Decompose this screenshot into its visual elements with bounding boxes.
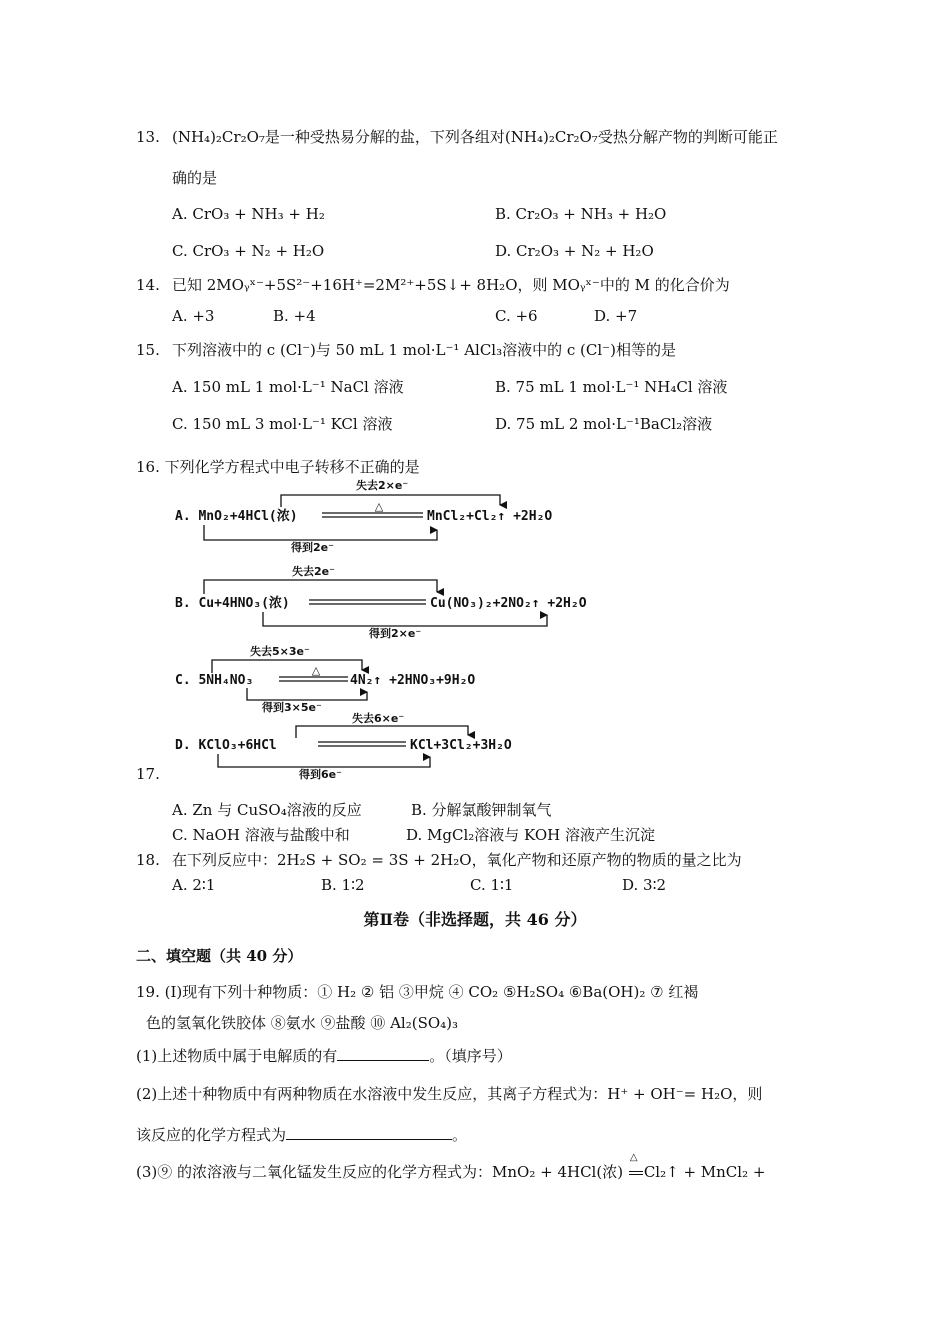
q16-a-reactants: A. MnO₂+4HCl(浓) (175, 509, 298, 524)
q18-option-a: A. 2∶1 (172, 876, 216, 894)
q19-part1-suffix: 。（填序号） (429, 1047, 512, 1065)
q15-stem: 下列溶液中的 c (Cl⁻)与 50 mL 1 mol·L⁻¹ AlCl₃溶液中的 c (Cl⁻)相等的是 (172, 341, 676, 359)
q15-option-d: D. 75 mL 2 mol·L⁻¹BaCl₂溶液 (495, 415, 713, 433)
q14-option-d: D. +7 (594, 307, 638, 325)
q13-number: 13. (136, 128, 160, 146)
q16-option-a (175, 478, 552, 554)
q15-option-a: A. 150 mL 1 mol·L⁻¹ NaCl 溶液 (172, 378, 404, 396)
q17-option-c: C. NaOH 溶液与盐酸中和 (172, 826, 350, 844)
q19-part3-heat-condition: △ (629, 1152, 638, 1163)
q18-option-b: B. 1∶2 (321, 876, 365, 894)
q15-number: 15. (136, 341, 160, 359)
q19-part2-line2 (136, 1125, 467, 1145)
q19-part3-products: Cl₂↑ + MnCl₂ + (643, 1163, 766, 1181)
q14-stem: 已知 2MOᵧˣ⁻+5S²⁻+16H⁺=2M²⁺+5S↓+ 8H₂O，则 MOᵧˣ⁻中的 M 的化合价为 (172, 276, 730, 294)
q13-option-a: A. CrO₃ + NH₃ + H₂ (172, 205, 325, 223)
q18-option-c: C. 1∶1 (470, 876, 514, 894)
q13-option-c: C. CrO₃ + N₂ + H₂O (172, 242, 325, 260)
q19-part3-text: (3)⑨ 的浓溶液与二氧化锰发生反应的化学方程式为：MnO₂ + 4HCl(浓) (136, 1163, 628, 1181)
q19-line2: 色的氢氧化铁胶体 ⑧氨水 ⑨盐酸 ⑩ Al₂(SO₄)₃ (146, 1014, 459, 1032)
q19-part2-suffix: 。 (452, 1126, 468, 1144)
q19-part2-text: 该反应的化学方程式为 (136, 1126, 287, 1144)
q18-option-d: D. 3∶2 (622, 876, 667, 894)
q19-part2-line1: (2)上述十种物质中有两种物质在水溶液中发生反应，其离子方程式为：H⁺ + OH⁻= H₂O，则 (136, 1085, 763, 1103)
q16-a-heat-condition: △ (374, 500, 384, 513)
q16-d-lose-label: 失去6×e⁻ (352, 712, 405, 725)
q14-option-a: A. +3 (172, 307, 215, 325)
q16-d-reactants: D. KClO₃+6HCl (175, 738, 277, 753)
part2-title: 第Ⅱ卷（非选择题，共 46 分） (363, 910, 587, 929)
q16-c-heat-condition: △ (311, 664, 321, 677)
q16-c-products: 4N₂↑ +2HNO₃+9H₂O (350, 673, 476, 688)
q19-part1 (136, 1046, 512, 1066)
q16-option-c (175, 644, 475, 714)
q14-option-b: B. +4 (273, 307, 316, 325)
q13-option-b: B. Cr₂O₃ + NH₃ + H₂O (495, 205, 667, 223)
q19-part1-text: (1)上述物质中属于电解质的有 (136, 1047, 338, 1065)
q16-a-gain-label: 得到2e⁻ (291, 541, 334, 554)
q16-c-reactants: C. 5NH₄NO₃ (175, 673, 254, 688)
q19-part2-answer-blank[interactable] (286, 1125, 452, 1140)
q16-a-lose-label: 失去2×e⁻ (356, 479, 409, 492)
q16-stem: 16. 下列化学方程式中电子转移不正确的是 (136, 458, 420, 476)
q13-stem-line1: (NH₄)₂Cr₂O₇是一种受热易分解的盐，下列各组对(NH₄)₂Cr₂O₇受热分解产物的判断可能正 (172, 128, 778, 146)
q17-number: 17. (136, 765, 160, 783)
q16-option-d (175, 711, 512, 781)
q16-b-gain-label: 得到2×e⁻ (369, 627, 422, 640)
q17-option-d: D. MgCl₂溶液与 KOH 溶液产生沉淀 (406, 826, 655, 844)
q16-b-lose-label: 失去2e⁻ (292, 565, 335, 578)
q16-c-gain-label: 得到3×5e⁻ (262, 701, 322, 714)
q14-option-c: C. +6 (495, 307, 538, 325)
q17-option-a: A. Zn 与 CuSO₄溶液的反应 (172, 801, 362, 819)
q16-b-products: Cu(NO₃)₂+2NO₂↑ +2H₂O (430, 596, 587, 611)
q15-option-c: C. 150 mL 3 mol·L⁻¹ KCl 溶液 (172, 415, 393, 433)
q14-number: 14. (136, 276, 160, 294)
q18-number: 18. (136, 851, 160, 869)
q18-stem: 在下列反应中：2H₂S + SO₂ = 3S + 2H₂O，氧化产物和还原产物的物质的量之比为 (172, 851, 742, 869)
q19-part1-answer-blank[interactable] (337, 1046, 429, 1061)
q19-part3-equals-sign (629, 1171, 643, 1175)
q19-part3 (136, 1152, 766, 1182)
section2-title: 二、填空题（共 40 分） (136, 947, 303, 965)
q16-b-reactants: B. Cu+4HNO₃(浓) (175, 596, 290, 611)
q15-option-b: B. 75 mL 1 mol·L⁻¹ NH₄Cl 溶液 (495, 378, 728, 396)
q16-d-products: KCl+3Cl₂+3H₂O (410, 738, 512, 753)
q16-a-products: MnCl₂+Cl₂↑ +2H₂O (427, 509, 553, 524)
q19-line1: 19. (Ⅰ)现有下列十种物质：① H₂ ② 铝 ③甲烷 ④ CO₂ ⑤H₂SO₄ ⑥Ba(OH)₂ ⑦ 红褐 (136, 983, 699, 1001)
q13-stem-line2: 确的是 (172, 169, 218, 187)
q16-d-gain-label: 得到6e⁻ (299, 768, 342, 781)
q13-option-d: D. Cr₂O₃ + N₂ + H₂O (495, 242, 654, 260)
q17-option-b: B. 分解氯酸钾制氧气 (411, 801, 552, 819)
q16-option-b (175, 564, 587, 640)
q16-c-lose-label: 失去5×3e⁻ (250, 645, 310, 658)
